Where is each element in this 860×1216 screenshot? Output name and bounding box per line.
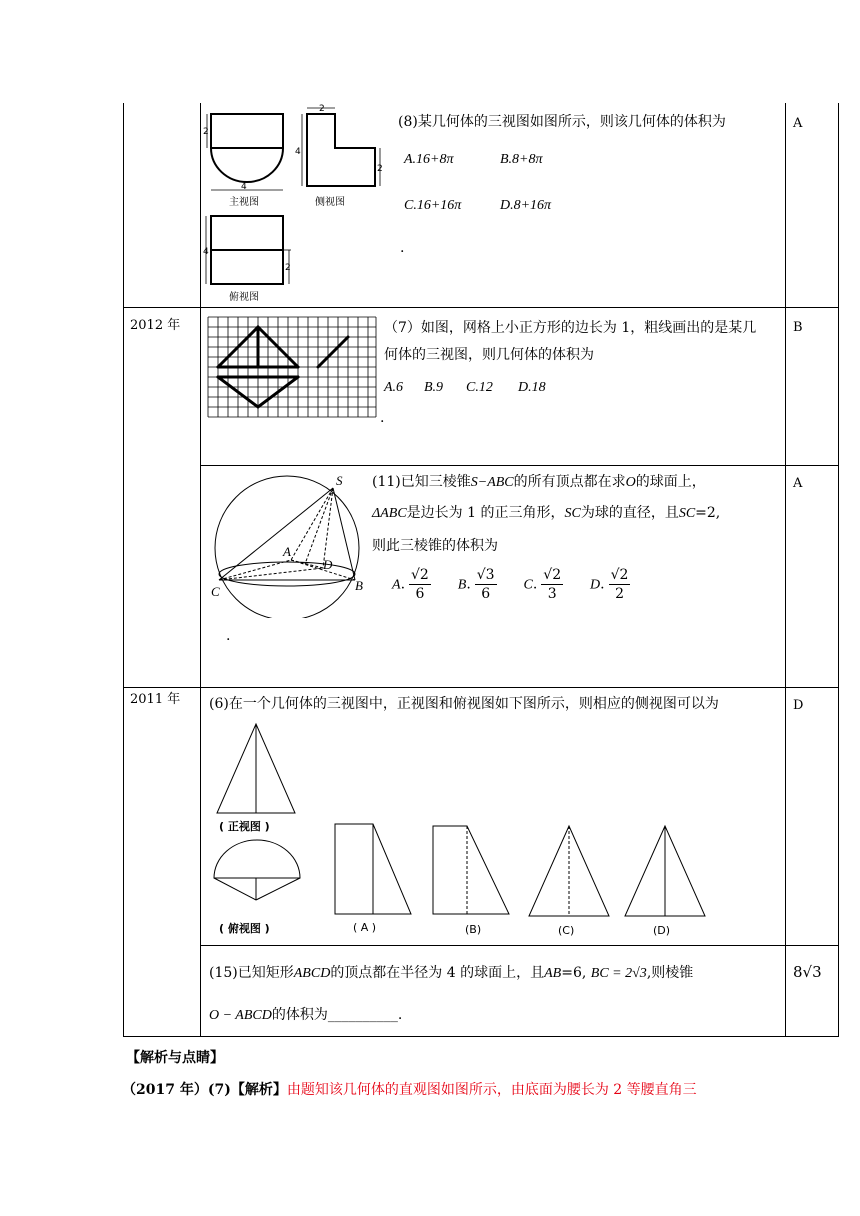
option-c-label: (C) xyxy=(558,924,575,937)
side-height-label: 4 xyxy=(295,147,301,157)
question-7-dot: . xyxy=(380,410,385,426)
row-divider-1 xyxy=(123,307,839,308)
q11-opt-a-den: 6 xyxy=(415,586,425,602)
q11-line2-mid: 是边长为 1 的正三角形， xyxy=(406,505,565,521)
answer-11: A xyxy=(793,476,803,491)
question-8-option-b: B.8+8π xyxy=(500,152,543,167)
question-7-line1: （7）如图，网格上小正方形的边长为 1，粗线画出的是某几 xyxy=(384,320,757,336)
option-d-label: (D) xyxy=(653,924,671,937)
question-8-dot: . xyxy=(400,240,405,256)
point-a: A xyxy=(283,544,291,559)
q11-sc: SC xyxy=(564,506,581,521)
q11-opt-c-den: 3 xyxy=(547,586,557,602)
option-a-label: ( A ) xyxy=(353,921,377,934)
year-2011: 2011 年 xyxy=(130,692,181,707)
q15-blank: __________. xyxy=(327,1007,403,1023)
q15-prefix: (15)已知矩形 xyxy=(209,965,294,981)
q11-sc2: SC xyxy=(678,506,696,521)
question-7-line2: 何体的三视图，则几何体的体积为 xyxy=(384,347,594,363)
question-6-text: (6)在一个几何体的三视图中，正视图和俯视图如下图所示，则相应的侧视图可以为 xyxy=(209,696,719,712)
question-8-option-a: A.16+8π xyxy=(404,152,454,167)
year-2012: 2012 年 xyxy=(130,318,181,333)
front-view-caption-6: ( 正视图 ) xyxy=(219,820,270,833)
top-step-label: 2 xyxy=(285,263,291,273)
option-b-shape xyxy=(433,826,509,914)
question-11-line2 xyxy=(372,503,720,524)
side-top-label: 2 xyxy=(319,104,325,114)
analysis-text: 由题知该几何体的直观图如图所示，由底面为腰长为 2 等腰直角三 xyxy=(286,1082,697,1098)
table-border-left xyxy=(123,103,124,1037)
top-view-caption-6: ( 俯视图 ) xyxy=(219,922,270,935)
option-b-label: (B) xyxy=(465,923,482,936)
q15-ab-val: =6, xyxy=(561,965,587,981)
question-7-option-a: A.6 xyxy=(384,380,404,395)
top-view-caption: 俯视图 xyxy=(229,292,259,303)
q11-o: O xyxy=(625,475,636,490)
front-height-label: 2 xyxy=(203,127,209,137)
q15-line2-end: 的体积为 xyxy=(271,1007,328,1023)
question-7-option-d: D.18 xyxy=(518,380,546,395)
question-15-line2 xyxy=(209,1005,402,1026)
q11-opt-b-letter: B xyxy=(457,577,467,593)
row-divider-4 xyxy=(200,945,839,946)
question-11-dot: . xyxy=(226,628,231,644)
q11-prefix: (11)已知三棱锥 xyxy=(372,474,471,490)
side-step-label: 2 xyxy=(377,164,383,174)
row-divider-3 xyxy=(123,687,839,688)
q11-opt-c-num: √2 xyxy=(543,567,562,583)
q11-mid1: 的所有顶点都在求 xyxy=(513,474,626,490)
point-c: C xyxy=(211,584,220,599)
point-d: D xyxy=(323,557,333,572)
question-6-figures xyxy=(205,718,725,940)
front-view-rect xyxy=(211,114,283,148)
q11-mid2: 的球面上， xyxy=(635,474,706,490)
q11-opt-a-letter: A xyxy=(392,577,401,593)
table-border-bottom xyxy=(123,1036,839,1037)
answer-8: A xyxy=(793,116,803,131)
question-7-option-b: B.9 xyxy=(424,380,444,395)
question-8-option-c: C.16+16π xyxy=(404,198,462,213)
row-divider-2 xyxy=(200,465,839,466)
q11-line2-end: =2, xyxy=(695,505,721,521)
answer-15: 8√3 xyxy=(793,963,822,981)
grid-three-view-figure xyxy=(207,316,379,418)
q11-opt-c-letter: C xyxy=(523,577,533,593)
q11-opt-b-num: √3 xyxy=(476,567,495,583)
q11-line2-mid2: 为球的直径，且 xyxy=(580,505,679,521)
analysis-prefix: （2017 年）(7)【解析】 xyxy=(122,1082,287,1098)
q11-opt-a-num: √2 xyxy=(411,567,429,583)
question-7-option-c: C.12 xyxy=(466,380,493,395)
analysis-line xyxy=(122,1080,697,1100)
side-view-shape xyxy=(307,114,375,186)
q15-o-abcd: O − ABCD xyxy=(209,1008,272,1023)
table-col-divider-1 xyxy=(200,103,201,1037)
question-8-option-d: D.8+16π xyxy=(500,198,552,213)
top-height-label: 4 xyxy=(203,247,209,257)
q15-bc: BC = 2√3 xyxy=(590,966,647,981)
question-11-line3: 则此三棱锥的体积为 xyxy=(372,538,498,554)
q11-sabc: S−ABC xyxy=(470,475,514,490)
analysis-heading: 【解析与点睛】 xyxy=(126,1050,224,1066)
question-11-line1 xyxy=(372,472,706,493)
q11-abc: ΔABC xyxy=(372,506,407,521)
side-view-caption: 侧视图 xyxy=(315,197,345,208)
front-width-label: 4 xyxy=(241,182,247,192)
point-b: B xyxy=(355,578,363,593)
q15-abcd: ABCD xyxy=(293,966,331,981)
front-view-caption: 主视图 xyxy=(229,197,259,208)
q11-opt-d-letter: D xyxy=(590,577,601,593)
question-11-options: A. $\frac{√2}{6}$ B. $\frac{√3}{6}$ C. $\frac{√2}{3}$ D. $\frac{√2}{2}$ xyxy=(392,567,629,602)
front-view-semicircle xyxy=(211,148,283,182)
question-15-line1 xyxy=(209,963,693,984)
table-col-divider-2 xyxy=(785,103,786,1037)
q11-opt-b-den: 6 xyxy=(481,586,491,602)
top-view-semicircle xyxy=(214,840,300,878)
table-border-right xyxy=(838,103,839,1037)
answer-7: B xyxy=(793,320,803,335)
q11-opt-d-den: 2 xyxy=(615,586,624,602)
point-s: S xyxy=(336,473,343,488)
q15-mid: 的顶点都在半径为 4 的球面上，且 xyxy=(330,965,545,981)
q11-opt-d-num: √2 xyxy=(610,567,629,583)
question-8-text: (8)某几何体的三视图如图所示，则该几何体的体积为 xyxy=(398,114,726,130)
three-view-figure-8 xyxy=(203,104,388,304)
q15-end: ,则棱锥 xyxy=(646,965,694,981)
answer-6: D xyxy=(793,698,804,713)
sphere-pyramid-figure xyxy=(205,468,370,618)
q15-ab: AB xyxy=(544,966,562,981)
